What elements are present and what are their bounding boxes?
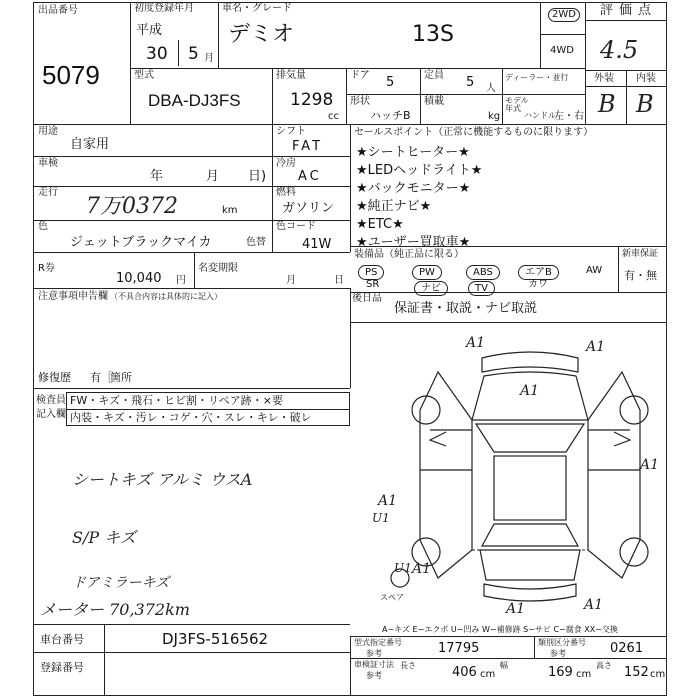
use-label: 用途: [38, 126, 58, 137]
chassis-number: DJ3FS-516562: [162, 630, 269, 648]
model-code: DBA-DJ3FS: [148, 91, 241, 110]
shift-value: FAT: [292, 139, 324, 154]
equip-kawa: カワ: [528, 279, 548, 290]
hand-note-1: シートキズ アルミ ウスA: [72, 470, 253, 489]
insp-month: 月: [206, 169, 220, 184]
damage-mark: A1: [378, 493, 398, 509]
insp-year: 年: [150, 169, 164, 184]
lot-number: 5079: [42, 60, 100, 90]
damage-mark: A1: [520, 383, 540, 399]
length-value: 406: [452, 665, 477, 680]
damage-mark: A1: [412, 561, 432, 577]
height-label: 高さ: [596, 661, 612, 670]
handle-value: 左・右: [554, 111, 584, 122]
new-warranty-value: 有・無: [624, 269, 657, 282]
sales-point: ★ETC★: [356, 217, 404, 232]
mileage-value: 7万0372: [86, 194, 178, 219]
shift-label: シフト: [276, 126, 306, 137]
exterior-label: 外装: [594, 73, 614, 84]
repair-label: 修復歴: [38, 371, 71, 384]
model-spec-ref: 参考: [366, 649, 382, 658]
inspector-label-1: 検査員: [36, 395, 66, 406]
equip-navi: ナビ: [414, 278, 448, 296]
color-code-label: 色コード: [276, 221, 316, 232]
body-label: 形状: [350, 96, 370, 107]
attached-label: 後日品: [352, 293, 382, 304]
sales-point: ★ユーザー買取車★: [356, 235, 471, 250]
exterior-grade: B: [598, 90, 616, 118]
ac-value: AC: [298, 169, 322, 184]
score-label: 評価点: [600, 3, 658, 18]
equip-pw: PW: [412, 262, 442, 280]
length-label: 長さ: [400, 661, 416, 670]
size-ref: 参考: [366, 671, 382, 680]
reg-number-label: 登録番号: [40, 661, 84, 674]
recycle-value: 10,040: [116, 271, 162, 286]
damage-mark: A1: [584, 597, 604, 613]
recycle-unit: 円: [176, 275, 186, 286]
reg-month: 5: [188, 44, 199, 64]
damage-mark: U1: [394, 561, 412, 575]
mileage-unit: km: [222, 205, 238, 216]
sales-points-title: セールスポイント（正常に機能するものに限ります）: [354, 127, 594, 138]
damage-mark: A1: [466, 335, 486, 351]
spare-label: スペア: [380, 593, 404, 602]
dealer-label: ディーラー・並行: [505, 73, 569, 82]
hand-note-2: S/P キズ: [72, 528, 136, 547]
fuel-value: ガソリン: [282, 201, 335, 216]
sales-point: ★シートヒーター★: [356, 145, 470, 160]
model-spec-label: 型式指定番号: [354, 638, 402, 647]
interior-label: 内装: [636, 73, 656, 84]
load-label: 積載: [424, 96, 444, 107]
repair-unit: 箇所: [110, 371, 132, 384]
notes-sub: （不具合内容は具体的に記入）: [110, 292, 222, 301]
equipment-title: 装備品（純正品に限る）: [354, 249, 464, 260]
model-year-label: モデル年式: [505, 96, 529, 113]
inspector-label-2: 記入欄: [36, 409, 66, 420]
category-label: 類別区分番号: [538, 638, 586, 647]
diagram-legend: A−キズ E−エクボ U−凹み W−補修跡 S−サビ C−腐食 XX−交換: [382, 625, 618, 634]
sales-point: ★純正ナビ★: [356, 199, 432, 214]
era: 平成: [136, 23, 163, 38]
hand-note-3: ドアミラーキズ: [72, 575, 170, 591]
drive-4wd: 4WD: [550, 45, 574, 56]
length-unit: cm: [480, 669, 496, 680]
sales-point: ★LEDヘッドライト★: [356, 163, 483, 178]
hand-note-4: メーター 70,372km: [40, 600, 190, 619]
inspection-label: 車検: [38, 158, 58, 169]
new-warranty-label: 新車保証: [622, 249, 659, 259]
attached-text: 保証書・取説・ナビ取説: [394, 301, 538, 316]
fuel-label: 燃料: [276, 187, 296, 198]
equip-aw: AW: [586, 265, 603, 276]
width-value: 169: [548, 665, 573, 680]
equip-tv: TV: [468, 278, 495, 296]
inspector-row-1: FW・キズ・飛石・ヒビ割・リペア跡・×要: [70, 394, 283, 407]
load-unit: kg: [488, 111, 501, 122]
color-change-label: 色替: [246, 237, 266, 248]
recycle-label: R券: [38, 263, 55, 274]
use-value: 自家用: [70, 137, 110, 152]
equip-sr: SR: [366, 279, 380, 290]
category-ref: 参考: [550, 649, 566, 658]
capacity-unit: 人: [486, 83, 496, 94]
disp-unit: cc: [328, 111, 339, 122]
disp-label: 排気量: [276, 70, 306, 81]
category-value: 0261: [610, 641, 644, 656]
body-value: ハッチB: [370, 109, 411, 122]
damage-mark: U1: [372, 511, 390, 525]
model-label: 型式: [134, 70, 154, 81]
disp-value: 1298: [290, 90, 334, 110]
height-unit: cm: [650, 669, 666, 680]
inspector-row-2: 内装・キズ・汚レ・コゲ・穴・スレ・キレ・破レ: [70, 411, 312, 424]
size-label: 車検証寸法: [354, 660, 394, 669]
model-spec-value: 17795: [438, 641, 480, 656]
notes-label: 注意事項申告欄: [38, 291, 108, 302]
color-label: 色: [38, 221, 48, 232]
car-grade: 13S: [412, 22, 454, 47]
name-label: 車名・グレード: [222, 3, 292, 14]
handle-label: ハンドル: [524, 111, 556, 120]
damage-mark: A1: [506, 601, 526, 617]
mileage-label: 走行: [38, 187, 58, 198]
doors-label: ドア: [350, 70, 370, 81]
width-unit: cm: [576, 669, 592, 680]
name-change-day: 日: [334, 275, 344, 286]
color-value: ジェットブラックマイカ: [70, 235, 212, 250]
damage-mark: A1: [586, 339, 606, 355]
drive-2wd: 2WD: [548, 8, 580, 22]
doors-value: 5: [386, 75, 395, 90]
score-value: 4.5: [600, 36, 639, 64]
reg-year: 30: [146, 44, 168, 64]
repair-value: 有［: [90, 371, 112, 384]
capacity-label: 定員: [424, 70, 444, 81]
width-label: 幅: [500, 661, 508, 670]
car-name: デミオ: [228, 22, 295, 47]
equip-airbag: エアB: [518, 262, 559, 280]
interior-grade: B: [636, 90, 654, 118]
first-reg-label: 初度登録年月: [134, 3, 194, 14]
capacity-value: 5: [466, 75, 475, 90]
chassis-label: 車台番号: [40, 633, 84, 646]
insp-day: 日): [248, 169, 267, 184]
equip-ps: PS: [358, 262, 384, 280]
name-change-month: 月: [286, 275, 296, 286]
ac-label: 冷房: [276, 158, 296, 169]
reg-month-unit: 月: [204, 53, 214, 64]
lot-label: 出品番号: [38, 5, 78, 16]
name-change-label: 名変期限: [198, 263, 238, 274]
color-code-value: 41W: [302, 237, 332, 252]
equip-abs: ABS: [466, 262, 500, 280]
damage-mark: A1: [640, 457, 660, 473]
sales-point: ★バックモニター★: [356, 181, 471, 196]
height-value: 152: [624, 665, 649, 680]
